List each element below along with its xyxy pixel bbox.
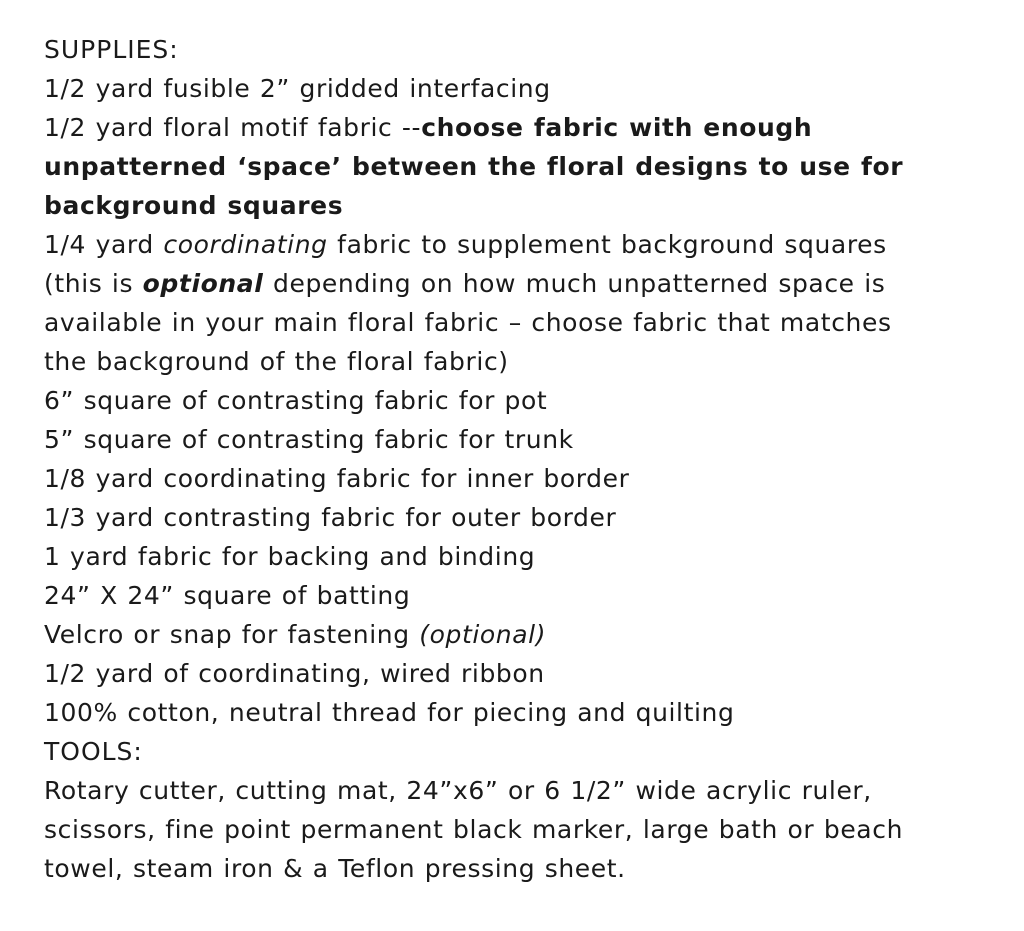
supply-coord-prefix: 1/4 yard: [44, 230, 164, 259]
supply-floral-note-2: unpatterned ‘space’ between the floral designs to use for: [44, 152, 904, 181]
supply-thread: 100% cotton, neutral thread for piecing and quilting: [44, 698, 735, 727]
supply-floral-prefix: 1/2 yard floral motif fabric --: [44, 113, 422, 142]
supply-trunk: 5” square of contrasting fabric for trunk: [44, 425, 574, 454]
supply-background-note: the background of the floral fabric): [44, 347, 509, 376]
supplies-document: [44, 30, 974, 888]
supply-coordinating-fabric: [44, 225, 974, 264]
supply-optional-prefix: (this is: [44, 269, 143, 298]
supply-coord-italic: coordinating: [163, 230, 328, 259]
tools-heading: TOOLS:: [44, 737, 143, 766]
supply-optional-suffix: depending on how much unpatterned space is: [263, 269, 886, 298]
supply-velcro: [44, 615, 974, 654]
supply-ribbon: 1/2 yard of coordinating, wired ribbon: [44, 659, 545, 688]
supply-velcro-italic: (optional): [419, 620, 547, 649]
supply-batting: 24” X 24” square of batting: [44, 581, 411, 610]
supply-coord-suffix: fabric to supplement background squares: [327, 230, 887, 259]
supply-outer-border: 1/3 yard contrasting fabric for outer border: [44, 503, 617, 532]
supply-backing: 1 yard fabric for backing and binding: [44, 542, 536, 571]
tools-line-3: towel, steam iron & a Teflon pressing sheet.: [44, 854, 626, 883]
supplies-heading: SUPPLIES:: [44, 35, 179, 64]
supply-available-note: available in your main floral fabric – choose fabric that matches: [44, 308, 892, 337]
supply-pot: 6” square of contrasting fabric for pot: [44, 386, 548, 415]
tools-line-1: Rotary cutter, cutting mat, 24”x6” or 6 1/2” wide acrylic ruler,: [44, 776, 872, 805]
supply-optional-note: [44, 264, 974, 303]
supply-optional-italic: optional: [142, 269, 264, 298]
supply-floral-note-3: background squares: [44, 191, 344, 220]
supply-floral-fabric: [44, 108, 974, 147]
supply-interfacing: 1/2 yard fusible 2” gridded interfacing: [44, 74, 551, 103]
tools-line-2: scissors, fine point permanent black marker, large bath or beach: [44, 815, 904, 844]
supply-floral-note-1: choose fabric with enough: [421, 113, 813, 142]
supply-velcro-prefix: Velcro or snap for fastening: [44, 620, 420, 649]
supply-inner-border: 1/8 yard coordinating fabric for inner border: [44, 464, 630, 493]
